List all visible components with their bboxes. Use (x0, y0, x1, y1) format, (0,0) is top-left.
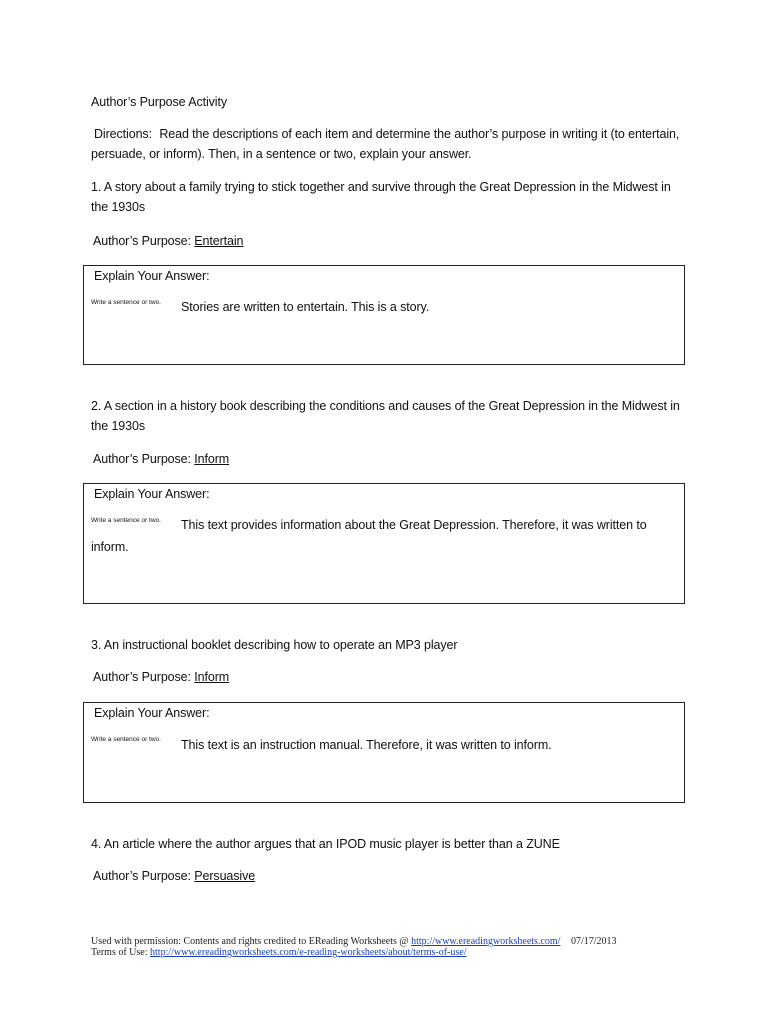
explain-label: Explain Your Answer: (94, 269, 210, 283)
answer-text-2: This text provides information about the Great Depression. Therefore, it was written to inform. (91, 518, 647, 554)
purpose-line-1 (93, 231, 243, 251)
purpose-label: Author’s Purpose: (93, 452, 191, 466)
footer-terms-label: Terms of Use: (91, 947, 148, 958)
terms-link[interactable]: http://www.ereadingworksheets.com/e-reading-worksheets/about/terms-of-use/ (150, 947, 467, 958)
purpose-answer-2: Inform (194, 452, 230, 466)
explain-box-1[interactable] (83, 265, 685, 365)
purpose-answer-4: Persuasive (194, 869, 256, 883)
question-3: 3. An instructional booklet describing how to operate an MP3 player (91, 638, 458, 652)
answer-text-1: Stories are written to entertain. This is a story. (181, 300, 430, 314)
purpose-line-3 (93, 667, 229, 687)
directions (91, 124, 691, 164)
footer (91, 936, 691, 958)
purpose-answer-1: Entertain (194, 234, 244, 248)
page-title: Author’s Purpose Activity (91, 95, 227, 109)
explain-box-2[interactable] (83, 483, 685, 604)
explain-box-3[interactable] (83, 702, 685, 803)
question-4: 4. An article where the author argues that an IPOD music player is better than a ZUNE (91, 837, 560, 851)
purpose-label: Author’s Purpose: (93, 234, 191, 248)
purpose-label: Author’s Purpose: (93, 670, 191, 684)
explain-label: Explain Your Answer: (94, 706, 210, 720)
directions-text: Read the descriptions of each item and determine the author’s purpose in writing it (to entertain, persuade, or inform). Then, in a sentence or two, explain your answer. (91, 127, 680, 161)
purpose-line-2 (93, 449, 229, 469)
site-link[interactable]: http://www.ereadingworksheets.com/ (411, 936, 561, 947)
hint-text: Write a sentence or two. (91, 736, 161, 743)
purpose-line-4 (93, 866, 255, 886)
purpose-answer-3: Inform (194, 670, 230, 684)
question-1: 1. A story about a family trying to stick together and survive through the Great Depression in the Midwest in the 1930s (91, 180, 671, 214)
footer-terms-line (91, 947, 691, 958)
footer-permission-text: Used with permission: Contents and rights credited to EReading Worksheets @ (91, 936, 409, 947)
hint-text: Write a sentence or two. (91, 517, 161, 524)
answer-text-3: This text is an instruction manual. Therefore, it was written to inform. (181, 738, 552, 752)
directions-label: Directions: (94, 127, 152, 141)
footer-date: 07/17/2013 (570, 936, 617, 947)
footer-permission-line (91, 936, 691, 947)
question-2: 2. A section in a history book describing the conditions and causes of the Great Depression in the Midwest in the 1930s (91, 399, 680, 433)
purpose-label: Author’s Purpose: (93, 869, 191, 883)
hint-text: Write a sentence or two. (91, 299, 161, 306)
explain-label: Explain Your Answer: (94, 487, 210, 501)
